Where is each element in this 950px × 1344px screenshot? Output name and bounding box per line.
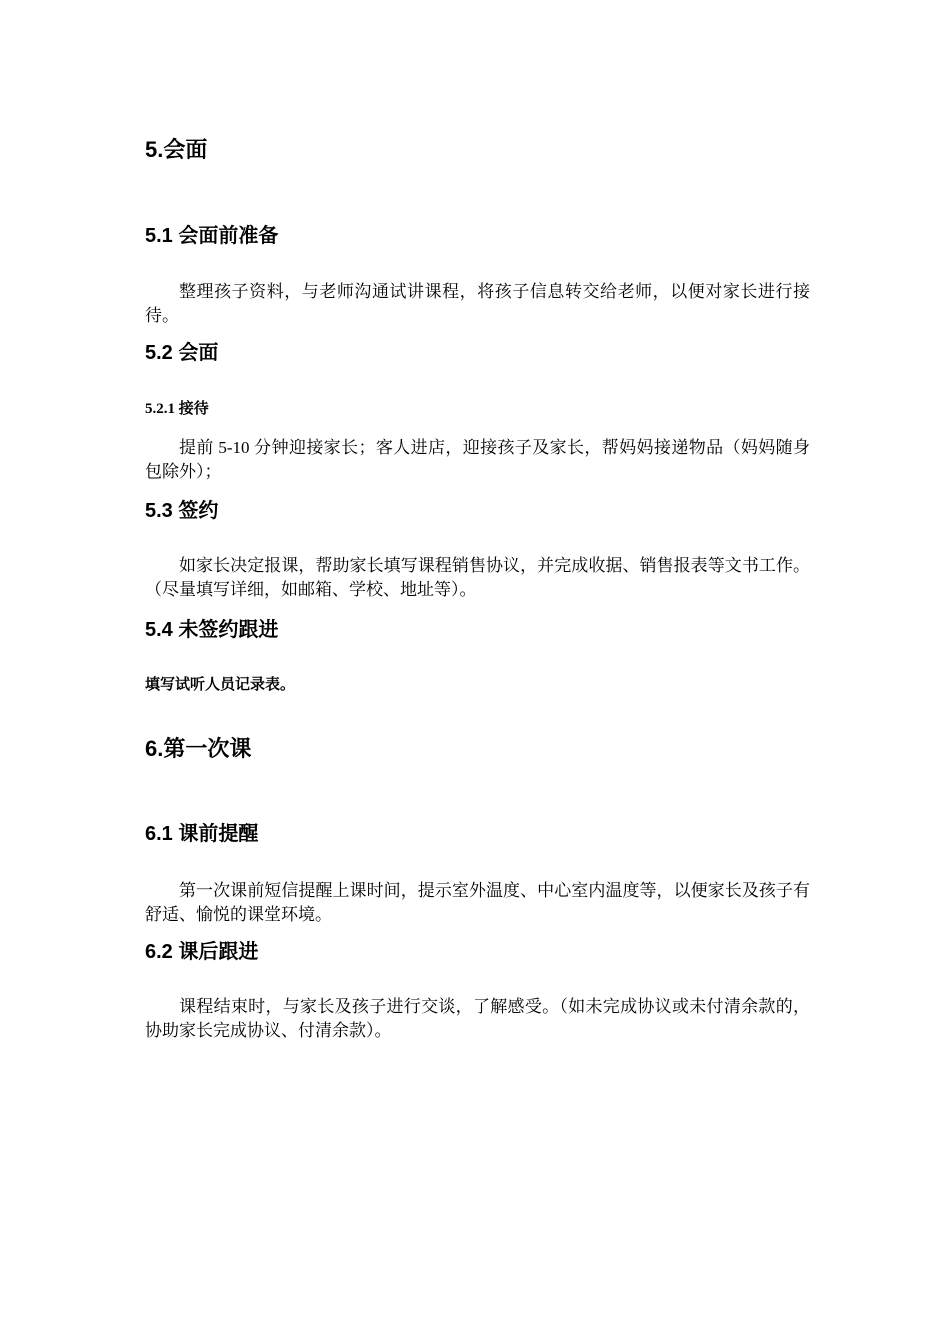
section-5-3-heading: 5.3 签约	[145, 500, 219, 522]
section-5-3-paragraph: 如家长决定报课，帮助家长填写课程销售协议，并完成收据、销售报表等文书工作。（尽量填写详细，如邮箱、学校、地址等）。	[145, 556, 810, 599]
section-5-2-1-heading: 5.2.1 接待	[145, 401, 209, 417]
section-6-1-paragraph: 第一次课前短信提醒上课时间，提示室外温度、中心室内温度等，以便家长及孩子有舒适、愉悦的课堂环境。	[145, 881, 810, 924]
section-5-1-heading: 5.1 会面前准备	[145, 225, 279, 247]
section-6-2-paragraph: 课程结束时，与家长及孩子进行交谈，了解感受。（如未完成协议或未付清余款的，协助家长完成协议、付清余款）。	[145, 997, 810, 1040]
section-5-1-paragraph: 整理孩子资料，与老师沟通试讲课程，将孩子信息转交给老师，以便对家长进行接待。	[145, 282, 810, 325]
section-5-heading: 5.会面	[145, 137, 208, 162]
section-6-1-heading: 6.1 课前提醒	[145, 823, 259, 845]
section-6-2-heading: 6.2 课后跟进	[145, 941, 259, 963]
section-6-heading: 6.第一次课	[145, 736, 252, 761]
section-5-2-heading: 5.2 会面	[145, 342, 219, 364]
section-5-2-1-paragraph: 提前 5-10 分钟迎接家长；客人进店，迎接孩子及家长，帮妈妈接递物品（妈妈随身包除外）；	[145, 438, 810, 481]
section-5-4-heading: 5.4 未签约跟进	[145, 619, 279, 641]
section-5-4-paragraph: 填写试听人员记录表。	[145, 677, 296, 693]
